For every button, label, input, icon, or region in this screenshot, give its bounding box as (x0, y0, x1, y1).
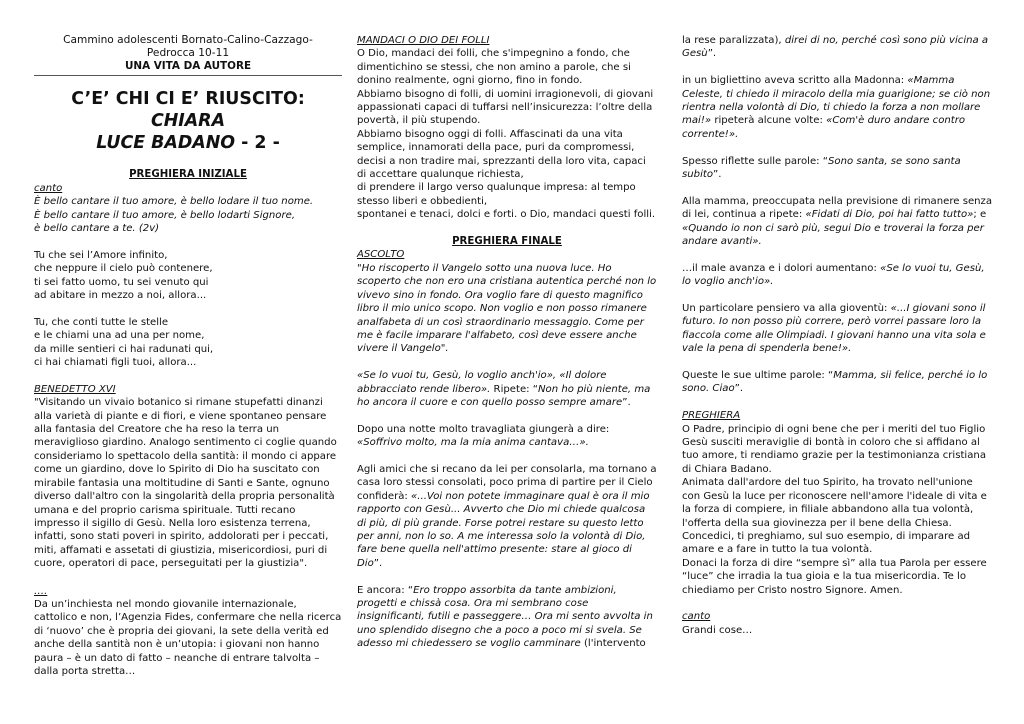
text-plain: in un bigliettino aveva scritto alla Madonna: (682, 75, 908, 87)
mandaci-label: MANDACI O DIO DEI FOLLI (357, 35, 490, 46)
header-subtitle: UNA VITA DA AUTORE (34, 60, 342, 76)
canto-final-label: canto (682, 611, 711, 623)
quote-italic: «...I giovani sono il futuro. Io non posso più correre, però vorrei passare loro la fiaccola come alle Olimpiadi. I giovani hanno una vita sola e vale la pena di spenderla bene!». (682, 303, 986, 355)
text-plain: Un particolare pensiero va alla gioventù: (682, 303, 891, 315)
text-plain: ”. (734, 383, 744, 395)
quote-italic: «Fidati di Dio, poi hai fatto tutto» (805, 209, 974, 221)
stanza-line: Tu, che conti tutte le stelle (34, 316, 169, 328)
col2-paragraph-3 (357, 463, 657, 570)
text-plain: E ancora: “ (357, 584, 414, 596)
quote-italic: «Com'è duro andare contro corrente!». (682, 115, 966, 140)
col3-paragraph-2 (682, 74, 994, 141)
column-middle (357, 34, 657, 664)
quote-italic: «Soffrivo molto, ma la mia anima cantava…». (357, 437, 589, 449)
col3-paragraph-5 (682, 262, 994, 289)
canto-stanza-2 (34, 316, 342, 370)
text-plain: Dopo una notte molto travagliata giungerà a dire: (357, 423, 610, 435)
canto-final-text: Grandi cose… (682, 624, 753, 636)
text-plain: Alla mamma, preoccupata nella previsione di rimanere senza di lei, continua a ripete: (682, 195, 993, 221)
prayer-line: Abbiamo bisogno di folli, di uomini irragionevoli, di giovani appassionati capaci di tuffarsi nell’insicurezza: l’oltre della povertà, il più stupendo. (357, 88, 654, 127)
text-plain: …il male avanza e i dolori aumentano: (682, 262, 881, 274)
text-plain: la rese paralizzata), (682, 35, 785, 46)
prayer-line: O Padre, principio di ogni bene che per i meriti del tuo Figlio Gesù susciti meraviglie di bontà in coloro che si affidano al tuo amore, ti rendiamo grazie per la testimonianza cristiana di Chiara Badano. (682, 423, 987, 475)
title-name-1: CHIARA (150, 111, 226, 132)
stanza-line: che neppure il cielo può contenere, (34, 263, 213, 275)
quote-italic: «Se lo vuoi tu, Gesù, lo voglio anch'io», «Il dolore abbracciato rende libero». (357, 370, 607, 395)
text-plain: Spesso riflette sulle parole: “ (682, 155, 829, 167)
header-line-1: Cammino adolescenti Bornato-Calino-Cazzago- (63, 34, 313, 46)
text-plain: ”. (373, 557, 383, 569)
col3-paragraph-7 (682, 369, 994, 396)
prayer-line: O Dio, mandaci dei folli, che s'impegnino a fondo, che dimentichino se stessi, che non amino a parole, che si donino realmente, ogni giorno, fino in fondo. (357, 48, 631, 87)
section-heading-preghiera-iniziale: PREGHIERA INIZIALE (129, 169, 247, 181)
col3-paragraph-4 (682, 195, 994, 249)
title-name-2: LUCE BADANO (96, 133, 236, 154)
stanza-line: ad abitare in mezzo a noi, allora... (34, 290, 207, 302)
title-prefix: C’E’ CHI CI E’ RIUSCITO: (71, 89, 305, 110)
col3-paragraph-3 (682, 155, 994, 182)
quote-italic: «...Voi non potete immaginare qual è ora il mio rapporto con Gesù... Avverto che Dio mi chiede qualcosa di più, di più grande. Forse potrei restare su questo letto per anni, non lo so. A me interessa solo la volontà di Dio, fare bene quella nell'attimo presente: stare al gioco di Dio (357, 490, 650, 569)
canto-label: canto (34, 182, 63, 194)
section-heading-preghiera-finale: PREGHIERA FINALE (452, 236, 562, 248)
stanza-line: ti sei fatto uomo, tu sei venuto qui (34, 276, 209, 288)
quote-italic: Ero troppo assorbita da tante ambizioni, progetti e chissà cosa. Ora mi sembrano cose insignificanti, futili e passeggere… Ora mi sento avvolta in uno splendido disegno che a poco a poco mi si svela. Se adesso mi chiedessero se voglio camminare (357, 584, 653, 650)
header-line-2: Pedrocca 10-11 (146, 47, 230, 60)
ascolto-quote: "Ho riscoperto il Vangelo sotto una nuova luce. Ho scoperto che non ero una cristiana autentica perché non lo vivevo sino in fondo. Ora voglio fare di questo magnifico libro il mio unico scopo. Non voglio e non posso rimanere analfabeta di un così straordinario messaggio. Come per me è facile imparare l'alfabeto, così deve essere anche vivere il Vangelo". (357, 262, 657, 355)
canto-line: È bello cantare il tuo amore, è bello lodarti Signore, (34, 209, 296, 221)
stanza-line: e le chiami una ad una per nome, (34, 330, 205, 342)
col2-paragraph-1 (357, 369, 657, 409)
stanza-line: Tu che sei l’Amore infinito, (34, 249, 168, 261)
ellipsis-label: …. (34, 585, 48, 597)
quote-italic: Sono santa, se sono santa subito (682, 155, 961, 181)
title-suffix: - 2 - (235, 133, 280, 154)
text-plain: ; e (973, 209, 987, 221)
preghiera-text (682, 423, 994, 597)
quote-italic: Non ho più niente, ma ho ancora il cuore e con quello posso sempre amare (357, 383, 651, 408)
text-plain: ”. (622, 396, 631, 408)
text-plain: Agli amici che si recano da lei per consolarla, ma tornano a casa loro stessi consolati, poco prima di partire per il Cielo confiderà: (357, 463, 657, 502)
text-plain: (l'intervento (580, 638, 646, 650)
fides-paragraph: Da un’inchiesta nel mondo giovanile internazionale, cattolico e non, l’Agenzia Fides, confermare che nella ricerca di ‘nuovo’ che è propria dei giovani, la sete della verità ed anche della santità non è un’utopia: i giovani non hanno paura – è un dato di fatto – neanche di entrare talvolta – dalla porta stretta… (34, 598, 342, 677)
canto-refrain (34, 195, 342, 235)
quote-italic: Mamma, sii felice, perché io lo sono. Ciao (682, 370, 988, 395)
prayer-line: Abbiamo bisogno oggi di folli. Affascinati da una vita semplice, innamorati della pace, puri da compromessi, decisi a non tradire mai, sprezzanti della loro vita, capaci di accettare qualunque richiesta, (357, 128, 646, 181)
benedetto-quote: "Visitando un vivaio botanico si rimane stupefatti dinanzi alla varietà di piante e di fiori, e viene spontaneo pensare alla fantasia del Creatore che ha reso la terra un meraviglioso giardino. Analogo sentimento ci coglie quando consideriamo lo spettacolo della santità: il mondo ci appare come un giardino, dove lo Spirito di Dio ha suscitato con mirabile fantasia una moltitudine di Santi e Sante, ognuno diverso dall'altro con la singolarità della propria personalità umana e del proprio carisma spirituale. Tutti recano impresso il sigillo di Gesù. Nella loro esistenza terrena, infatti, sono stati poveri in spirito, addolorati per i peccati, miti, affamati e assetati di giustizia, misericordiosi, puri di cuore, operatori di pace, perseguitati per la giustizia". (34, 397, 337, 570)
prayer-line: Concedici, ti preghiamo, sul suo esempio, di imparare ad amare e a fare in tutto la tua volontà. (682, 530, 971, 556)
text-plain: ”. (707, 48, 717, 60)
mandaci-prayer (357, 47, 657, 221)
page-title (34, 88, 342, 154)
col3-paragraph-6 (682, 302, 994, 356)
column-right (682, 34, 994, 637)
text-plain: Queste le sue ultime parole: “ (682, 370, 834, 382)
text-plain: Ripete: “ (490, 383, 538, 395)
canto-line: È bello cantare il tuo amore, è bello lodare il tuo nome. (34, 196, 314, 208)
ascolto-label: ASCOLTO (357, 249, 405, 261)
prayer-line: spontanei e tenaci, dolci e forti. o Dio, mandaci questi folli. (357, 209, 656, 221)
benedetto-label: BENEDETTO XVI (34, 383, 116, 395)
quote-italic: «Se lo vuoi tu, Gesù, lo voglio anch'io». (682, 262, 985, 288)
col2-paragraph-4 (357, 584, 657, 651)
col2-paragraph-2 (357, 423, 657, 450)
quote-italic: direi di no, perché così sono più vicina a Gesù (682, 35, 989, 60)
prayer-line: di prendere il largo verso qualunque impresa: al tempo stesso liberi e obbedienti, (357, 182, 636, 207)
quote-italic: «Mamma Celeste, ti chiedo il miracolo della mia guarigione; se ciò non rientra nella volontà di Dio, ti chiedo la forza a non mollare mai!» (682, 75, 991, 127)
text-plain: ”. (713, 169, 722, 181)
canto-stanza-1 (34, 249, 342, 303)
text-plain: ripeterà alcune volte: (711, 115, 827, 127)
canto-line: è bello cantare a te. (2v) (34, 223, 160, 235)
stanza-line: da mille sentieri ci hai radunati qui, (34, 343, 214, 355)
stanza-line: ci hai chiamati figli tuoi, allora... (34, 357, 197, 369)
prayer-line: Animata dall'ardore del tuo Spirito, ha trovato nell'unione con Gesù la luce per riconoscere nell'amore l'ideale di vita e la forza di compiere, in filiale abbandono alla tua volontà, l'offerta della sua giovinezza per il bene della Chiesa. (682, 477, 987, 529)
prayer-line: Donaci la forza di dire “sempre sì” alla tua Parola per essere “luce” che irradia la tua gioia e la tua misericordia. Te lo chiediamo per Cristo nostro Signore. Amen. (682, 557, 987, 596)
preghiera-label: PREGHIERA (682, 410, 741, 422)
quote-italic: «Quando io non ci sarò più, segui Dio e troverai la forza per andare avanti». (682, 222, 984, 248)
col3-paragraph-1 (682, 34, 994, 61)
column-left (34, 34, 342, 692)
